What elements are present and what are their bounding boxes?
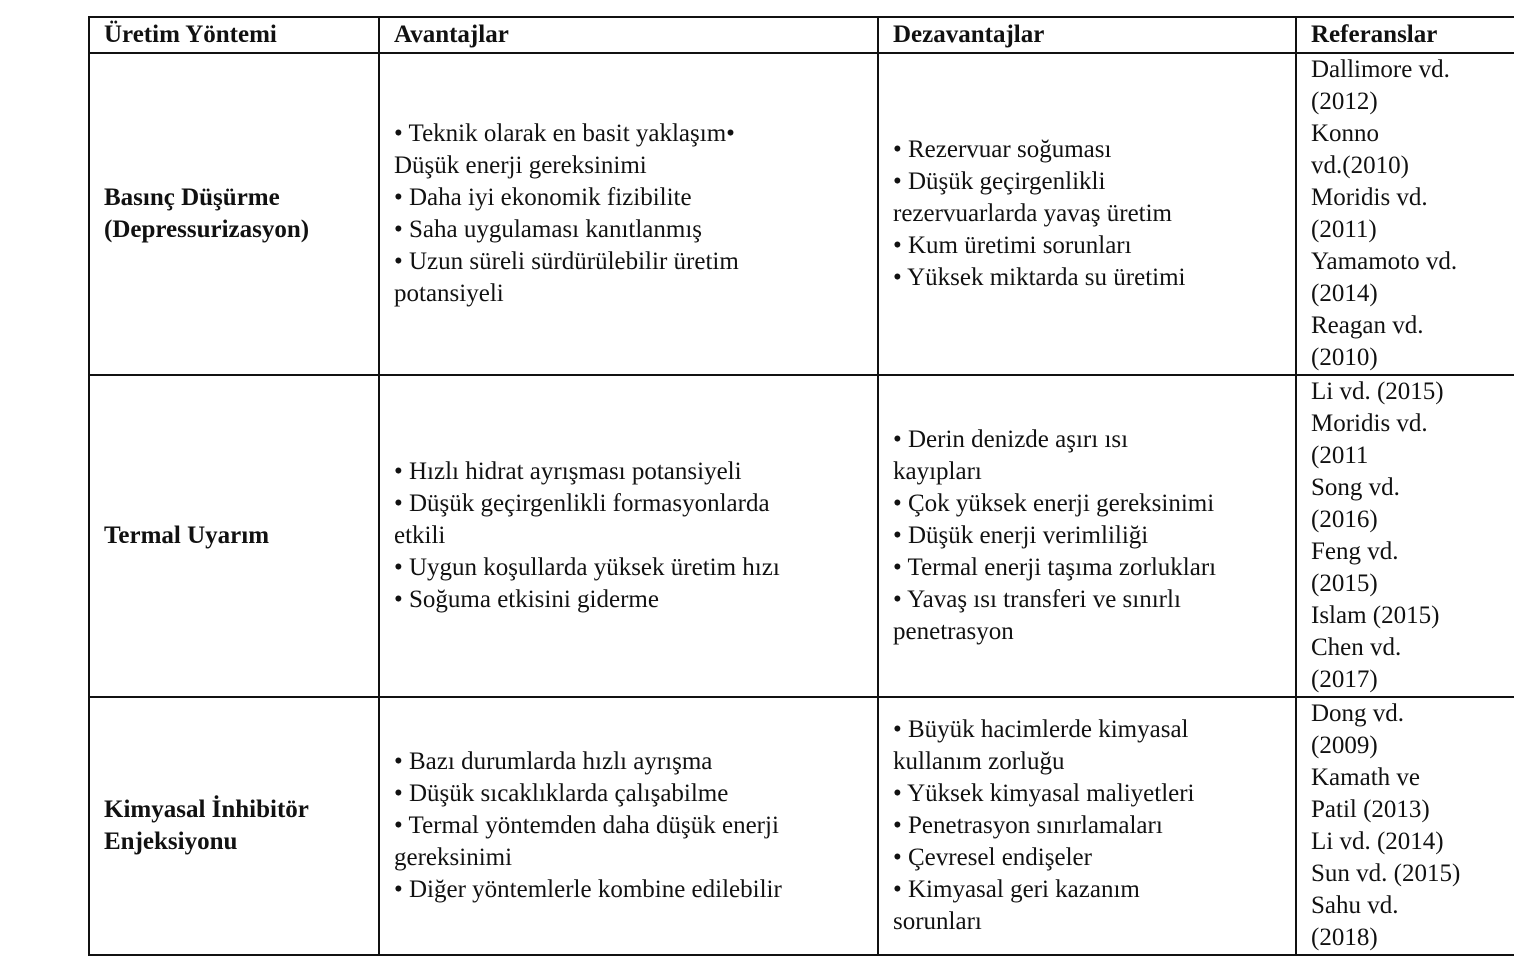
table-row <box>89 53 1514 375</box>
references-line: Sahu vd. <box>1311 892 1399 919</box>
references-cell <box>1296 53 1514 375</box>
references-line: vd.(2010) <box>1311 152 1409 179</box>
references-line: Dong vd. <box>1311 700 1405 727</box>
method-line: (Depressurizasyon) <box>104 216 310 243</box>
references-line: (2011 <box>1311 442 1369 469</box>
method-line: Enjeksiyonu <box>104 828 238 855</box>
disadvantages-line: • Kimyasal geri kazanım <box>893 876 1140 903</box>
header-method: Üretim Yöntemi <box>89 17 379 53</box>
references-line: Li vd. (2015) <box>1311 378 1444 405</box>
disadvantages-cell <box>878 53 1296 375</box>
advantages-line: • Termal yöntemden daha düşük enerji <box>394 812 779 839</box>
references-line: Konno <box>1311 120 1380 147</box>
advantages-line: Düşük enerji gereksinimi <box>394 152 647 179</box>
advantages-line: • Bazı durumlarda hızlı ayrışma <box>394 748 713 775</box>
advantages-line: potansiyeli <box>394 280 504 307</box>
method-cell <box>89 375 379 697</box>
production-methods-table <box>88 16 1514 956</box>
disadvantages-line: • Yüksek miktarda su üretimi <box>893 264 1186 291</box>
references-line: (2011) <box>1311 216 1377 243</box>
references-line: (2016) <box>1311 506 1378 533</box>
references-line: Reagan vd. <box>1311 312 1424 339</box>
advantages-line: • Daha iyi ekonomik fizibilite <box>394 184 692 211</box>
disadvantages-line: • Rezervuar soğuması <box>893 136 1112 163</box>
method-line: Termal Uyarım <box>104 522 270 549</box>
references-line: (2009) <box>1311 732 1378 759</box>
disadvantages-line: kayıpları <box>893 458 982 485</box>
disadvantages-line: • Yüksek kimyasal maliyetleri <box>893 780 1195 807</box>
method-cell <box>89 53 379 375</box>
disadvantages-line: kullanım zorluğu <box>893 748 1065 775</box>
disadvantages-line: penetrasyon <box>893 618 1014 645</box>
header-disadvantages: Dezavantajlar <box>878 17 1296 53</box>
table-row <box>89 375 1514 697</box>
references-line: Li vd. (2014) <box>1311 828 1444 855</box>
method-cell <box>89 697 379 955</box>
references-line: (2015) <box>1311 570 1378 597</box>
disadvantages-line: • Kum üretimi sorunları <box>893 232 1132 259</box>
references-line: Feng vd. <box>1311 538 1399 565</box>
disadvantages-line: rezervuarlarda yavaş üretim <box>893 200 1173 227</box>
disadvantages-line: • Düşük enerji verimliliği <box>893 522 1149 549</box>
references-line: (2018) <box>1311 924 1378 951</box>
method-line: Basınç Düşürme <box>104 184 280 211</box>
references-line: Chen vd. <box>1311 634 1402 661</box>
header-row <box>89 17 1514 53</box>
advantages-line: • Soğuma etkisini giderme <box>394 586 659 613</box>
advantages-line: gereksinimi <box>394 844 513 871</box>
advantages-line: • Hızlı hidrat ayrışması potansiyeli <box>394 458 742 485</box>
advantages-cell <box>379 697 878 955</box>
disadvantages-line: • Penetrasyon sınırlamaları <box>893 812 1163 839</box>
references-line: Song vd. <box>1311 474 1400 501</box>
advantages-line: • Düşük geçirgenlikli formasyonlarda <box>394 490 770 517</box>
disadvantages-line: • Çevresel endişeler <box>893 844 1092 871</box>
header-references: Referanslar <box>1296 17 1514 53</box>
advantages-line: etkili <box>394 522 446 549</box>
references-line: (2014) <box>1311 280 1378 307</box>
advantages-line: • Saha uygulaması kanıtlanmış <box>394 216 703 243</box>
advantages-cell <box>379 375 878 697</box>
references-cell <box>1296 697 1514 955</box>
disadvantages-line: • Termal enerji taşıma zorlukları <box>893 554 1217 581</box>
disadvantages-line: • Yavaş ısı transferi ve sınırlı <box>893 586 1181 613</box>
advantages-line: • Teknik olarak en basit yaklaşım• <box>394 120 735 147</box>
disadvantages-cell <box>878 697 1296 955</box>
table-row <box>89 697 1514 955</box>
advantages-cell <box>379 53 878 375</box>
disadvantages-line: sorunları <box>893 908 982 935</box>
method-line: Kimyasal İnhibitör <box>104 796 309 823</box>
references-line: Moridis vd. <box>1311 410 1428 437</box>
disadvantages-cell <box>878 375 1296 697</box>
references-line: (2012) <box>1311 88 1378 115</box>
disadvantages-line: • Düşük geçirgenlikli <box>893 168 1106 195</box>
disadvantages-line: • Derin denizde aşırı ısı <box>893 426 1129 453</box>
disadvantages-line: • Çok yüksek enerji gereksinimi <box>893 490 1215 517</box>
references-line: Yamamoto vd. <box>1311 248 1458 275</box>
advantages-line: • Düşük sıcaklıklarda çalışabilme <box>394 780 729 807</box>
references-line: Islam (2015) <box>1311 602 1440 629</box>
references-line: Kamath ve <box>1311 764 1420 791</box>
advantages-line: • Uzun süreli sürdürülebilir üretim <box>394 248 739 275</box>
references-line: Patil (2013) <box>1311 796 1430 823</box>
references-line: Sun vd. (2015) <box>1311 860 1461 887</box>
references-line: Dallimore vd. <box>1311 56 1450 83</box>
references-cell <box>1296 375 1514 697</box>
references-line: Moridis vd. <box>1311 184 1428 211</box>
references-line: (2017) <box>1311 666 1378 693</box>
advantages-line: • Diğer yöntemlerle kombine edilebilir <box>394 876 782 903</box>
header-advantages: Avantajlar <box>379 17 878 53</box>
references-line: (2010) <box>1311 344 1378 371</box>
disadvantages-line: • Büyük hacimlerde kimyasal <box>893 716 1189 743</box>
advantages-line: • Uygun koşullarda yüksek üretim hızı <box>394 554 780 581</box>
